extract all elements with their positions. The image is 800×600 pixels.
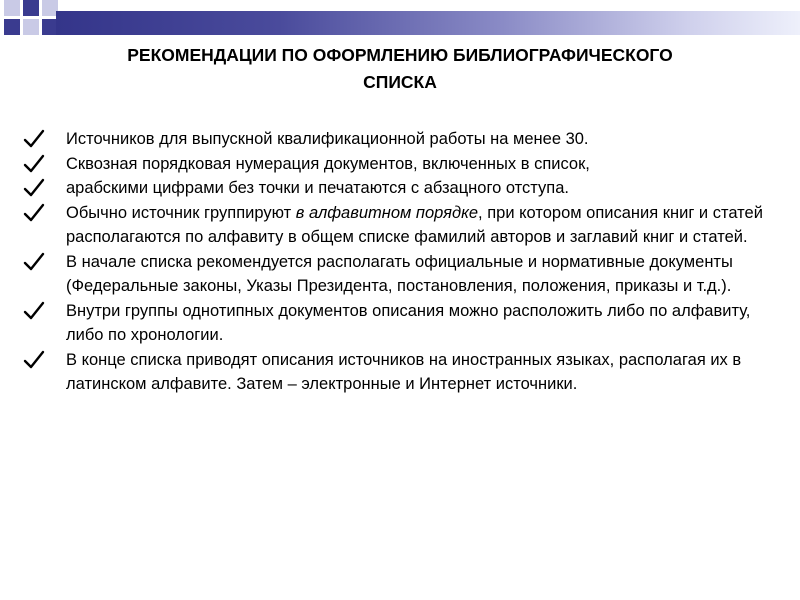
checkmark-icon [23, 252, 45, 272]
list-item [23, 127, 783, 152]
decor-square [4, 19, 20, 35]
list-item [23, 176, 783, 201]
list-item [23, 250, 783, 299]
header-gradient-band [56, 11, 800, 35]
list-item-text: В начале списка рекомендуется располагать официальные и нормативные документы (Федеральные законы, Указы Президента, постановления, положения, приказы и т.д.). [66, 252, 733, 295]
list-item-text: Источников для выпускной квалификационной работы на менее 30. [66, 130, 589, 148]
checkmark-icon [23, 178, 45, 198]
list-item-text: Сквозная порядковая нумерация документов, включенных в список, [66, 154, 590, 173]
decor-square [23, 0, 39, 16]
list-item-text: В конце списка приводят описания источников на иностранных языках, располагая их в латинском алфавите. Затем – электронные и Интернет источники. [66, 350, 742, 393]
text-run: Обычно источник группируют [66, 203, 296, 222]
checkmark-icon [23, 154, 45, 174]
list-item [23, 201, 783, 250]
checkmark-icon [23, 129, 45, 149]
decor-square [23, 19, 39, 35]
emphasis-text: в алфавитном порядке [295, 203, 479, 222]
recommendations-list [23, 127, 783, 397]
text-run: , при котором описания книг и статей располагаются по алфавиту в общем списке фамилий авторов и заглавий книг и статей. [66, 203, 763, 246]
checkmark-icon [23, 203, 45, 223]
list-item [23, 299, 783, 348]
decor-square [4, 0, 20, 16]
checkmark-icon [23, 301, 45, 321]
list-item [23, 348, 783, 397]
checkmark-icon [23, 350, 45, 370]
list-item-text: Внутри группы однотипных документов описания можно расположить либо по алфавиту, либо по хронологии. [66, 301, 751, 344]
list-item-text [66, 201, 783, 250]
slide-title [30, 42, 770, 96]
list-item-text: арабскими цифрами без точки и печатаются с абзацного отступа. [66, 179, 569, 197]
slide-title-line: СПИСКА [363, 72, 437, 92]
list-item [23, 152, 783, 177]
slide-title-line: РЕКОМЕНДАЦИИ ПО ОФОРМЛЕНИЮ БИБЛИОГРАФИЧЕСКОГО [127, 45, 673, 65]
